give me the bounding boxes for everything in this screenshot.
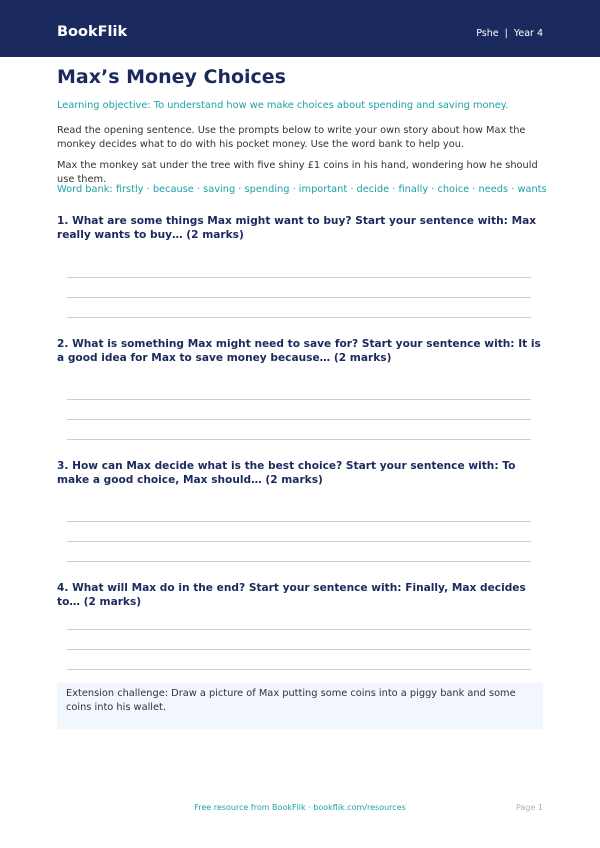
page-title: Max’s Money Choices bbox=[57, 66, 286, 88]
question-1: 1. What are some things Max might want to buy? Start your sentence with: Max really wants to buy… (2 marks) bbox=[57, 215, 537, 241]
question-2: 2. What is something Max might need to save for? Start your sentence with: It is a good idea for Max to save money because… (2 marks) bbox=[57, 338, 541, 364]
answer-line[interactable] bbox=[67, 669, 531, 670]
answer-line[interactable] bbox=[67, 277, 531, 278]
instructions-text: Read the opening sentence. Use the prompts below to write your own story about how Max the monkey decides what to do with his pocket money. Use the word bank to help you. bbox=[57, 125, 526, 150]
answer-line[interactable] bbox=[67, 399, 531, 400]
answer-line[interactable] bbox=[67, 629, 531, 630]
page-header bbox=[0, 0, 600, 57]
footer-text: Free resource from BookFlik · bookflik.com/resources bbox=[194, 803, 406, 812]
word-bank: Word bank: firstly · because · saving · spending · important · decide · finally · choice · needs · wants bbox=[57, 184, 547, 195]
answer-line[interactable] bbox=[67, 439, 531, 440]
learning-objective: Learning objective: To understand how we make choices about spending and saving money. bbox=[57, 100, 509, 111]
answer-line[interactable] bbox=[67, 317, 531, 318]
meta-separator: | bbox=[504, 28, 508, 39]
extension-challenge-text: Extension challenge: Draw a picture of Max putting some coins into a piggy bank and some coins into his wallet. bbox=[66, 688, 516, 713]
page-number: Page 1 bbox=[516, 803, 543, 812]
subject-year-label bbox=[476, 27, 543, 41]
opening-sentence: Max the monkey sat under the tree with five shiny £1 coins in his hand, wondering how he should use them. bbox=[57, 160, 538, 185]
question-4: 4. What will Max do in the end? Start your sentence with: Finally, Max decides to… (2 marks) bbox=[57, 582, 526, 608]
answer-line[interactable] bbox=[67, 521, 531, 522]
brand-logo-text: BookFlik bbox=[57, 24, 128, 40]
answer-line[interactable] bbox=[67, 541, 531, 542]
question-3: 3. How can Max decide what is the best choice? Start your sentence with: To make a good choice, Max should… (2 marks) bbox=[57, 460, 516, 486]
subject-label: Pshe bbox=[476, 28, 499, 39]
answer-line[interactable] bbox=[67, 561, 531, 562]
answer-line[interactable] bbox=[67, 649, 531, 650]
extension-challenge-box bbox=[57, 683, 543, 729]
answer-line[interactable] bbox=[67, 297, 531, 298]
answer-line[interactable] bbox=[67, 419, 531, 420]
year-label: Year 4 bbox=[513, 28, 543, 39]
